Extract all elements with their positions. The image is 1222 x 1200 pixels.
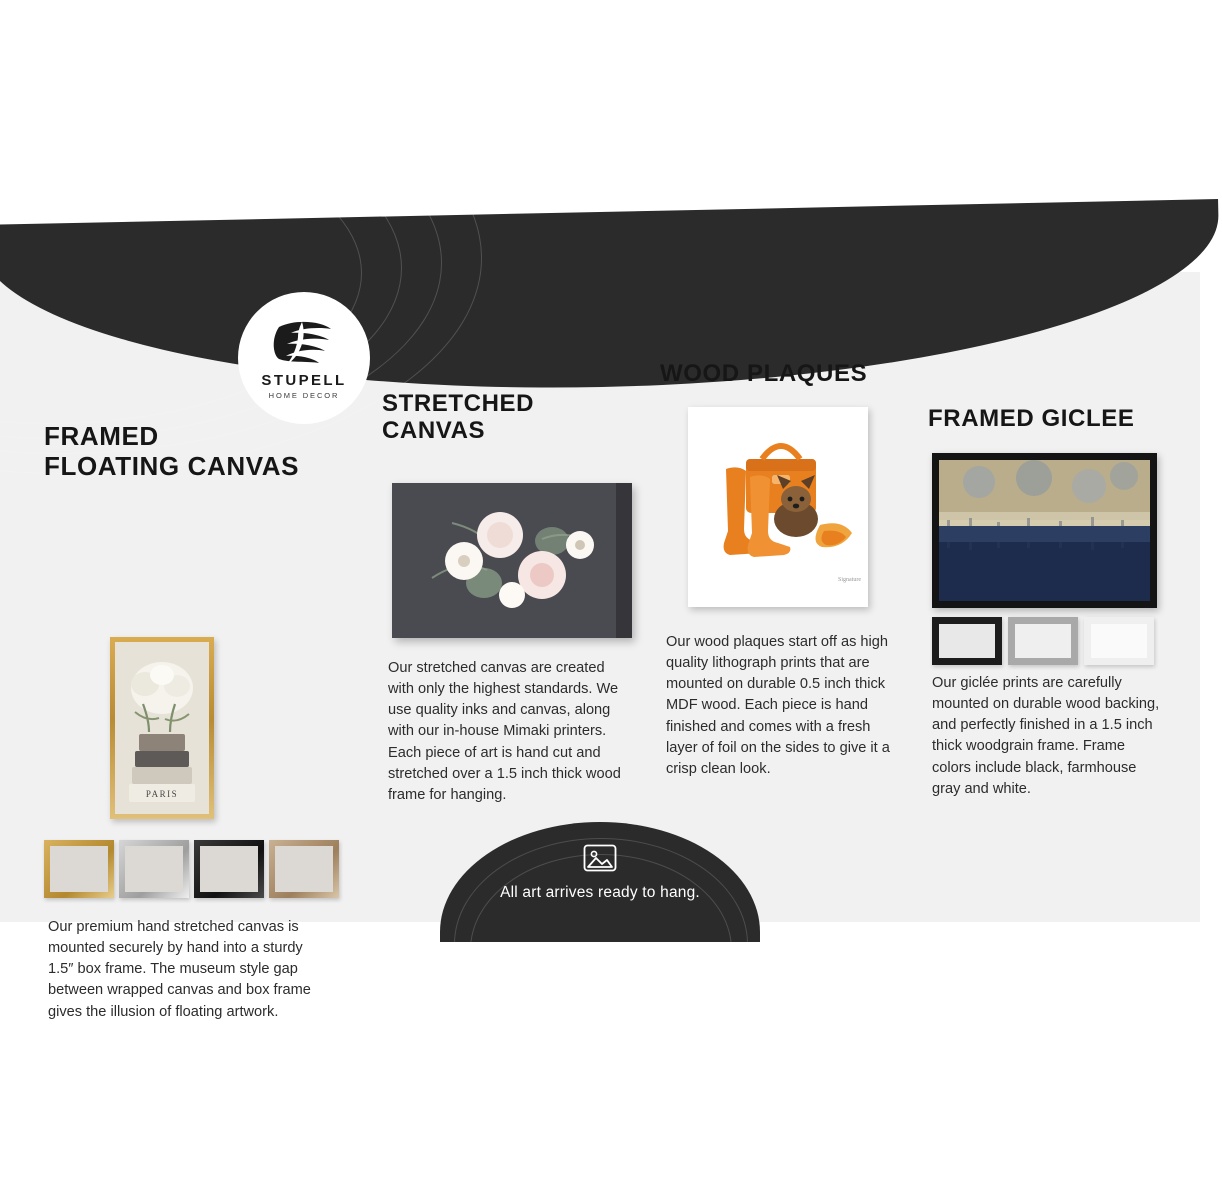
section-title bbox=[660, 360, 900, 387]
gold-frame-swatch[interactable] bbox=[44, 840, 114, 898]
artwork-text: PARIS bbox=[145, 789, 179, 799]
banner-text: All art arrives ready to hang. bbox=[500, 884, 700, 901]
section-title bbox=[928, 405, 1168, 432]
section-title-line2: FLOATING CANVAS bbox=[44, 450, 300, 481]
section-framed-floating-canvas bbox=[44, 421, 334, 1020]
hydrangea-books-painting-icon bbox=[115, 642, 209, 814]
section-framed-giclee bbox=[928, 405, 1168, 797]
white-frame-sample[interactable] bbox=[1084, 617, 1154, 665]
section-title-line2: CANVAS bbox=[382, 417, 486, 445]
handbag-boots-dog-illustration-icon bbox=[688, 407, 868, 607]
wood-plaque-artwork bbox=[688, 407, 868, 607]
black-frame-swatch[interactable] bbox=[194, 840, 264, 898]
black-frame-sample[interactable] bbox=[932, 617, 1002, 665]
section-description: Our stretched canvas are created with only the highest standards. We use quality inks and canvas, along with our in-house Mimaki printers. Each piece of art is hand cut and stretched over a 1.5 inch thick wood frame for hanging. bbox=[388, 660, 621, 803]
silver-frame-swatch[interactable] bbox=[119, 840, 189, 898]
stretched-canvas-artwork bbox=[392, 483, 632, 638]
banner-stripe bbox=[470, 854, 732, 1046]
section-title-line1: FRAMED GICLEE bbox=[928, 405, 1135, 432]
brand-logo-badge bbox=[238, 292, 370, 424]
section-description: Our giclée prints are carefully mounted on durable wood backing, and perfectly finished in a 1.5 inch thick woodgrain frame. Frame colors include black, farmhouse gray and white. bbox=[932, 675, 1160, 797]
brand-name: STUPELL bbox=[261, 371, 347, 389]
frame-color-swatches bbox=[44, 840, 339, 898]
section-description: Our wood plaques start off as high quality lithograph prints that are mounted on durable 0.5 inch thick MDF wood. Each piece is hand finished and comes with a fresh layer of foil on the sides to give it a crisp clean look. bbox=[666, 634, 890, 777]
section-title bbox=[382, 390, 632, 445]
gray-frame-sample[interactable] bbox=[1008, 617, 1078, 665]
floral-canvas-painting-icon bbox=[392, 483, 632, 638]
section-title bbox=[44, 422, 334, 481]
framed-giclee-artwork bbox=[932, 453, 1157, 608]
section-title-line1: STRETCHED bbox=[382, 390, 535, 417]
brand-tagline: HOME DECOR bbox=[268, 390, 340, 400]
ready-to-hang-banner bbox=[440, 822, 760, 942]
section-wood-plaques bbox=[660, 360, 900, 777]
wood-frame-swatch[interactable] bbox=[269, 840, 339, 898]
section-stretched-canvas bbox=[382, 390, 632, 803]
svg-text:Signature: Signature bbox=[838, 577, 861, 583]
framed-floating-canvas-artwork bbox=[110, 637, 214, 819]
canvas-side-edge bbox=[616, 483, 632, 638]
giclee-frame-samples bbox=[932, 617, 1154, 665]
section-title-line1: FRAMED bbox=[44, 421, 159, 451]
section-description: Our premium hand stretched canvas is mounted securely by hand into a sturdy 1.5″ box frame. The museum style gap between wrapped canvas and box frame gives the illusion of floating artwork. bbox=[48, 919, 311, 1020]
abstract-horizon-painting-icon bbox=[939, 460, 1150, 601]
section-title-line1: WOOD PLAQUES bbox=[660, 360, 868, 387]
stupell-swan-logo-icon bbox=[271, 317, 337, 369]
product-info-graphic bbox=[0, 272, 1200, 1020]
framed-picture-icon bbox=[583, 844, 617, 872]
